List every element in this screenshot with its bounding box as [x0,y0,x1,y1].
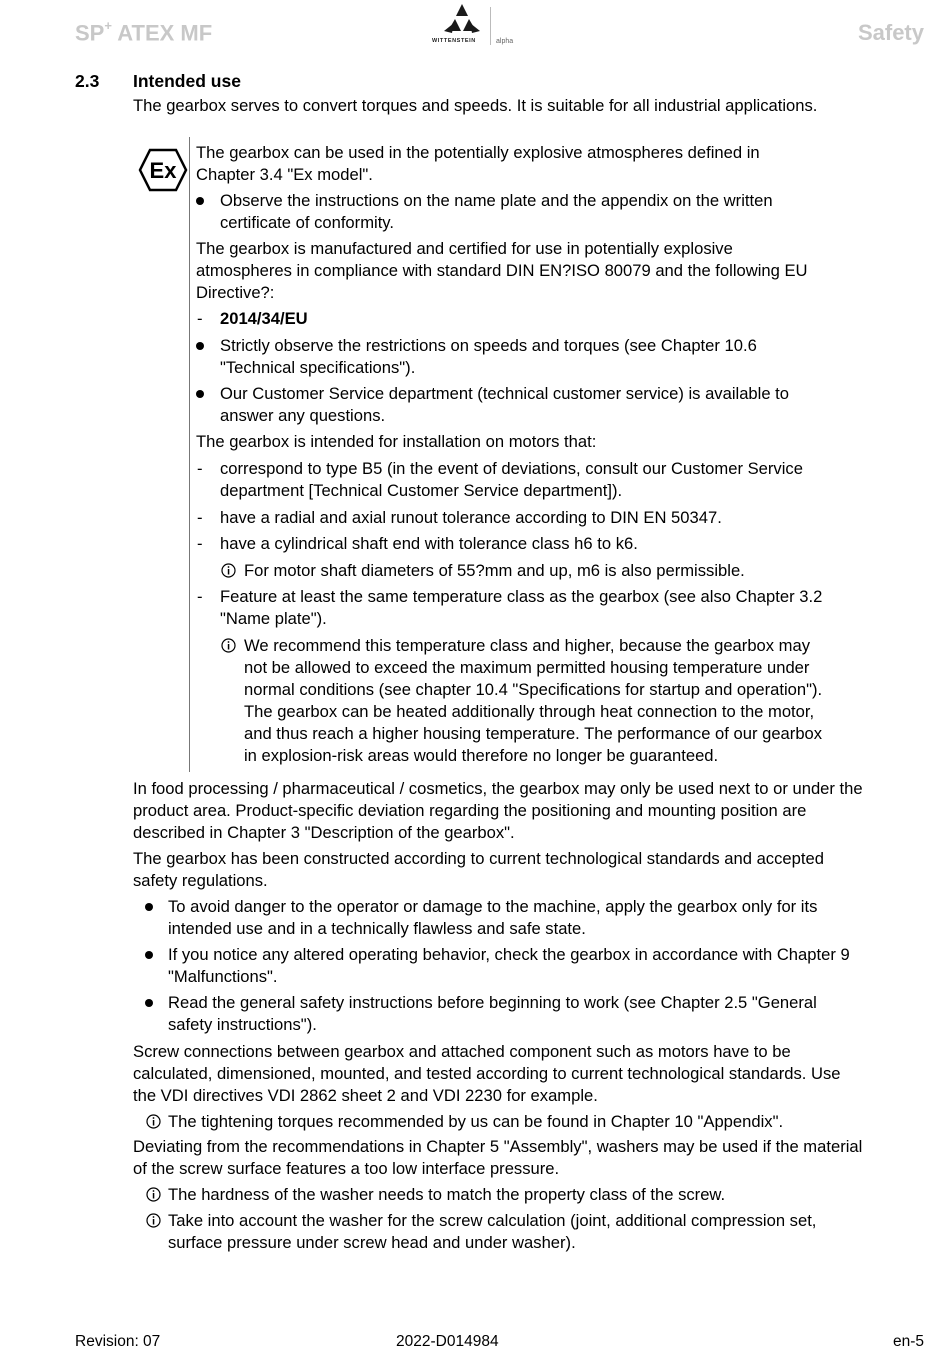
section-title: Intended use [133,71,241,91]
ex-bullet-text: answer any questions. [220,406,386,425]
section-number: 2.3 [75,71,100,91]
bullet-icon [145,903,153,911]
info-icon [146,1213,161,1228]
info-note-text: not be allowed to exceed the maximum permitted housing temperature under [244,658,810,677]
dash-marker: - [197,587,203,606]
ex-bullet-text: certificate of conformity. [220,213,394,232]
ex-text-line: Chapter 3.4 "Ex model". [196,165,373,184]
dash-marker: - [197,508,203,527]
dash-marker: - [197,534,203,553]
dash-item-text: department [Technical Customer Service department]). [220,481,623,500]
bullet-text: To avoid danger to the operator or damage to the machine, apply the gearbox only for its [168,897,818,916]
info-note-text: and thus reach a higher housing temperature. The performance of our gearbox [244,724,823,743]
directive-code: 2014/34/EU [220,309,308,328]
info-icon [146,1187,161,1202]
logo-brand-text: WITTENSTEIN [432,38,476,44]
bullet-text: If you notice any altered operating behavior, check the gearbox in accordance with Chapter 9 [168,945,850,964]
info-note-text: The hardness of the washer needs to match the property class of the screw. [168,1185,726,1204]
dash-marker: - [197,459,203,478]
ex-block-margin-line [189,137,190,772]
dash-marker: - [197,309,203,328]
bullet-icon [196,390,204,398]
dash-item-text: have a radial and axial runout tolerance according to DIN EN 50347. [220,508,722,527]
paragraph-line: described in Chapter 3 "Description of the gearbox". [133,823,515,842]
ex-explosion-protection-icon [138,148,188,192]
info-note-text: surface pressure under screw head and under washer). [168,1233,576,1252]
header-section-title: Safety [857,20,924,45]
paragraph-line: The gearbox has been constructed according to current technological standards and accepted [133,849,824,868]
logo-divider [490,7,491,45]
dash-item-text: have a cylindrical shaft end with tolerance class h6 to k6. [220,534,638,553]
ex-text-line: atmospheres in compliance with standard DIN EN?ISO 80079 and the following EU [196,261,808,280]
dash-item-text: Feature at least the same temperature class as the gearbox (see also Chapter 3.2 [220,587,823,606]
ex-bullet-text: Strictly observe the restrictions on speeds and torques (see Chapter 10.6 [220,336,757,355]
ex-bullet-text: Observe the instructions on the name plate and the appendix on the written [220,191,773,210]
footer-page-number: en-5 [892,1333,924,1350]
bullet-text: safety instructions"). [168,1015,317,1034]
logo-sub-text: alpha [496,38,514,45]
paragraph-line: product area. Product-specific deviation regarding the positioning and mounting position are [133,801,807,820]
info-icon [146,1114,161,1129]
intro-paragraph: The gearbox serves to convert torques and speeds. It is suitable for all industrial applications. [133,96,818,115]
dash-item-text: "Name plate"). [220,609,327,628]
info-note-text: normal conditions (see chapter 10.4 "Specifications for startup and operation"). [244,680,823,699]
bullet-icon [196,197,204,205]
bullet-icon [145,999,153,1007]
paragraph-line: the VDI directives VDI 2862 sheet 2 and VDI 2230 for example. [133,1086,598,1105]
info-note-text: We recommend this temperature class and higher, because the gearbox may [244,636,811,655]
header-product-title: SP+ ATEX MF [75,18,213,46]
info-note-text: The tightening torques recommended by us can be found in Chapter 10 "Appendix". [168,1112,784,1131]
bullet-text: "Malfunctions". [168,967,278,986]
info-icon [221,563,236,578]
paragraph-line: Deviating from the recommendations in Chapter 5 "Assembly", washers may be used if the material [133,1137,863,1156]
ex-text-line: The gearbox is manufactured and certified for use in potentially explosive [196,239,733,258]
paragraph-line: Screw connections between gearbox and attached component such as motors have to be [133,1042,791,1061]
bullet-icon [196,342,204,350]
footer-doc-number: 2022-D014984 [396,1333,499,1350]
info-icon [221,638,236,653]
info-note-text: For motor shaft diameters of 55?mm and up, m6 is also permissible. [244,561,745,580]
paragraph-line: safety regulations. [133,871,268,890]
paragraph-line: In food processing / pharmaceutical / cosmetics, the gearbox may only be used next to or under the [133,779,863,798]
dash-item-text: correspond to type B5 (in the event of deviations, consult our Customer Service [220,459,803,478]
logo-mark-icon [434,3,490,37]
info-note-text: The gearbox can be heated additionally through heat connection to the motor, [244,702,815,721]
bullet-text: Read the general safety instructions before beginning to work (see Chapter 2.5 "General [168,993,817,1012]
bullet-text: intended use and in a technically flawless and safe state. [168,919,586,938]
ex-bullet-text: "Technical specifications"). [220,358,416,377]
bullet-icon [145,951,153,959]
ex-text-line: Directive?: [196,283,275,302]
paragraph-line: of the screw surface features a too low interface pressure. [133,1159,560,1178]
ex-text-line: The gearbox is intended for installation on motors that: [196,432,597,451]
info-note-text: Take into account the washer for the screw calculation (joint, additional compression set, [168,1211,817,1230]
ex-text-line: The gearbox can be used in the potentially explosive atmospheres defined in [196,143,760,162]
info-note-text: in explosion-risk areas would therefore no longer be guaranteed. [244,746,719,765]
ex-bullet-text: Our Customer Service department (technical customer service) is available to [220,384,790,403]
company-logo [432,3,522,47]
paragraph-line: calculated, dimensioned, mounted, and tested according to current technological standards. Use [133,1064,841,1083]
footer-revision: Revision: 07 [75,1333,161,1350]
svg-text:Ex: Ex [149,158,177,183]
